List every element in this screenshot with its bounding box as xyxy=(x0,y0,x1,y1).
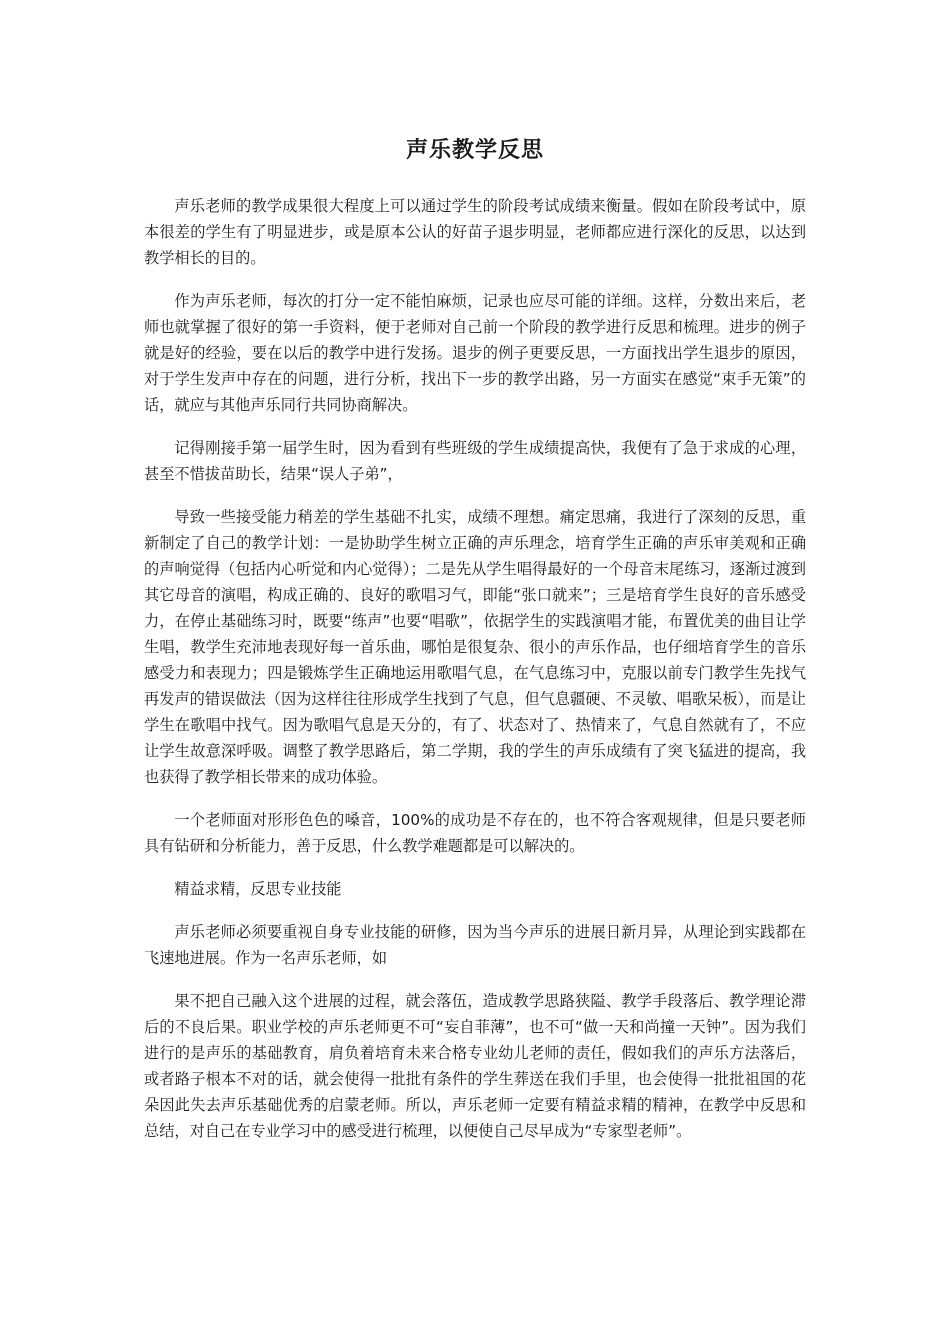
paragraph-5: 一个老师面对形形色色的嗓音，100%的成功是不存在的，也不符合客观规律，但是只要老师具有钻研和分析能力，善于反思，什么教学难题都是可以解决的。 xyxy=(144,811,806,855)
paragraph-4: 导致一些接受能力稍差的学生基础不扎实，成绩不理想。痛定思痛，我进行了深刻的反思，重新制定了自己的教学计划：一是协助学生树立正确的声乐理念，培育学生正确的声乐审美观和正确的声响觉得（包括内心听觉和内心觉得）；二是先从学生唱得最好的一个母音末尾练习，逐渐过渡到其它母音的演唱，构成正确的、良好的歌唱习气，即能“张口就来”；三是培育学生良好的音乐感受力，在停止基础练习时，既要“练声”也要“唱歌”，依据学生的实践演唱才能，布置优美的曲目让学生唱，教学生充沛地表现好每一首乐曲，哪怕是很复杂、很小的声乐作品，也仔细培育学生的音乐感受力和表现力；四是锻炼学生正确地运用歌唱气息，在气息练习中，克服以前专门教学生先找气再发声的错误做法（因为这样往往形成学生找到了气息，但气息疆硬、不灵敏、唱歌呆板），而是让学生在歌唱中找气。因为歌唱气息是天分的，有了、状态对了、热情来了，气息自然就有了，不应让学生故意深呼吸。调整了教学思路后，第二学期，我的学生的声乐成绩有了突飞猛进的提高，我也获得了教学相长带来的成功体验。 xyxy=(144,508,806,786)
paragraph-7: 果不把自己融入这个进展的过程，就会落伍，造成教学思路狭隘、教学手段落后、教学理论滞后的不良后果。职业学校的声乐老师更不可“妄自菲薄”，也不可“做一天和尚撞一天钟”。因为我们进行的是声乐的基础教育，肩负着培育未来合格专业幼儿老师的责任，假如我们的声乐方法落后，或者路子根本不对的话，就会使得一批批有条件的学生葬送在我们手里，也会使得一批批祖国的花朵因此失去声乐基础优秀的启蒙老师。所以，声乐老师一定要有精益求精的精神，在教学中反思和总结，对自己在专业学习中的感受进行梳理，以便使自己尽早成为“专家型老师”。 xyxy=(144,992,806,1140)
document-page xyxy=(144,128,806,1144)
paragraph-2: 作为声乐老师，每次的打分一定不能怕麻烦，记录也应尽可能的详细。这样，分数出来后，老师也就掌握了很好的第一手资料，便于老师对自己前一个阶段的教学进行反思和梳理。进步的例子就是好的经验，要在以后的教学中进行发扬。退步的例子更要反思，一方面找出学生退步的原因，对于学生发声中存在的问题，进行分析，找出下一步的教学出路，另一方面实在感觉“束手无策”的话，就应与其他声乐同行共同协商解决。 xyxy=(144,292,806,414)
paragraph-3: 记得刚接手第一届学生时，因为看到有些班级的学生成绩提高快，我便有了急于求成的心理，甚至不惜拔苗助长，结果“误人子弟”， xyxy=(144,439,806,483)
section-heading: 精益求精，反思专业技能 xyxy=(174,880,342,898)
document-title: 声乐教学反思 xyxy=(405,138,544,163)
paragraph-6: 声乐老师必须要重视自身专业技能的研修，因为当今声乐的进展日新月异，从理论到实践都在飞速地进展。作为一名声乐老师，如 xyxy=(144,923,806,967)
paragraph-1: 声乐老师的教学成果很大程度上可以通过学生的阶段考试成绩来衡量。假如在阶段考试中，原本很差的学生有了明显进步，或是原本公认的好苗子退步明显，老师都应进行深化的反思，以达到教学相长的目的。 xyxy=(144,197,806,267)
